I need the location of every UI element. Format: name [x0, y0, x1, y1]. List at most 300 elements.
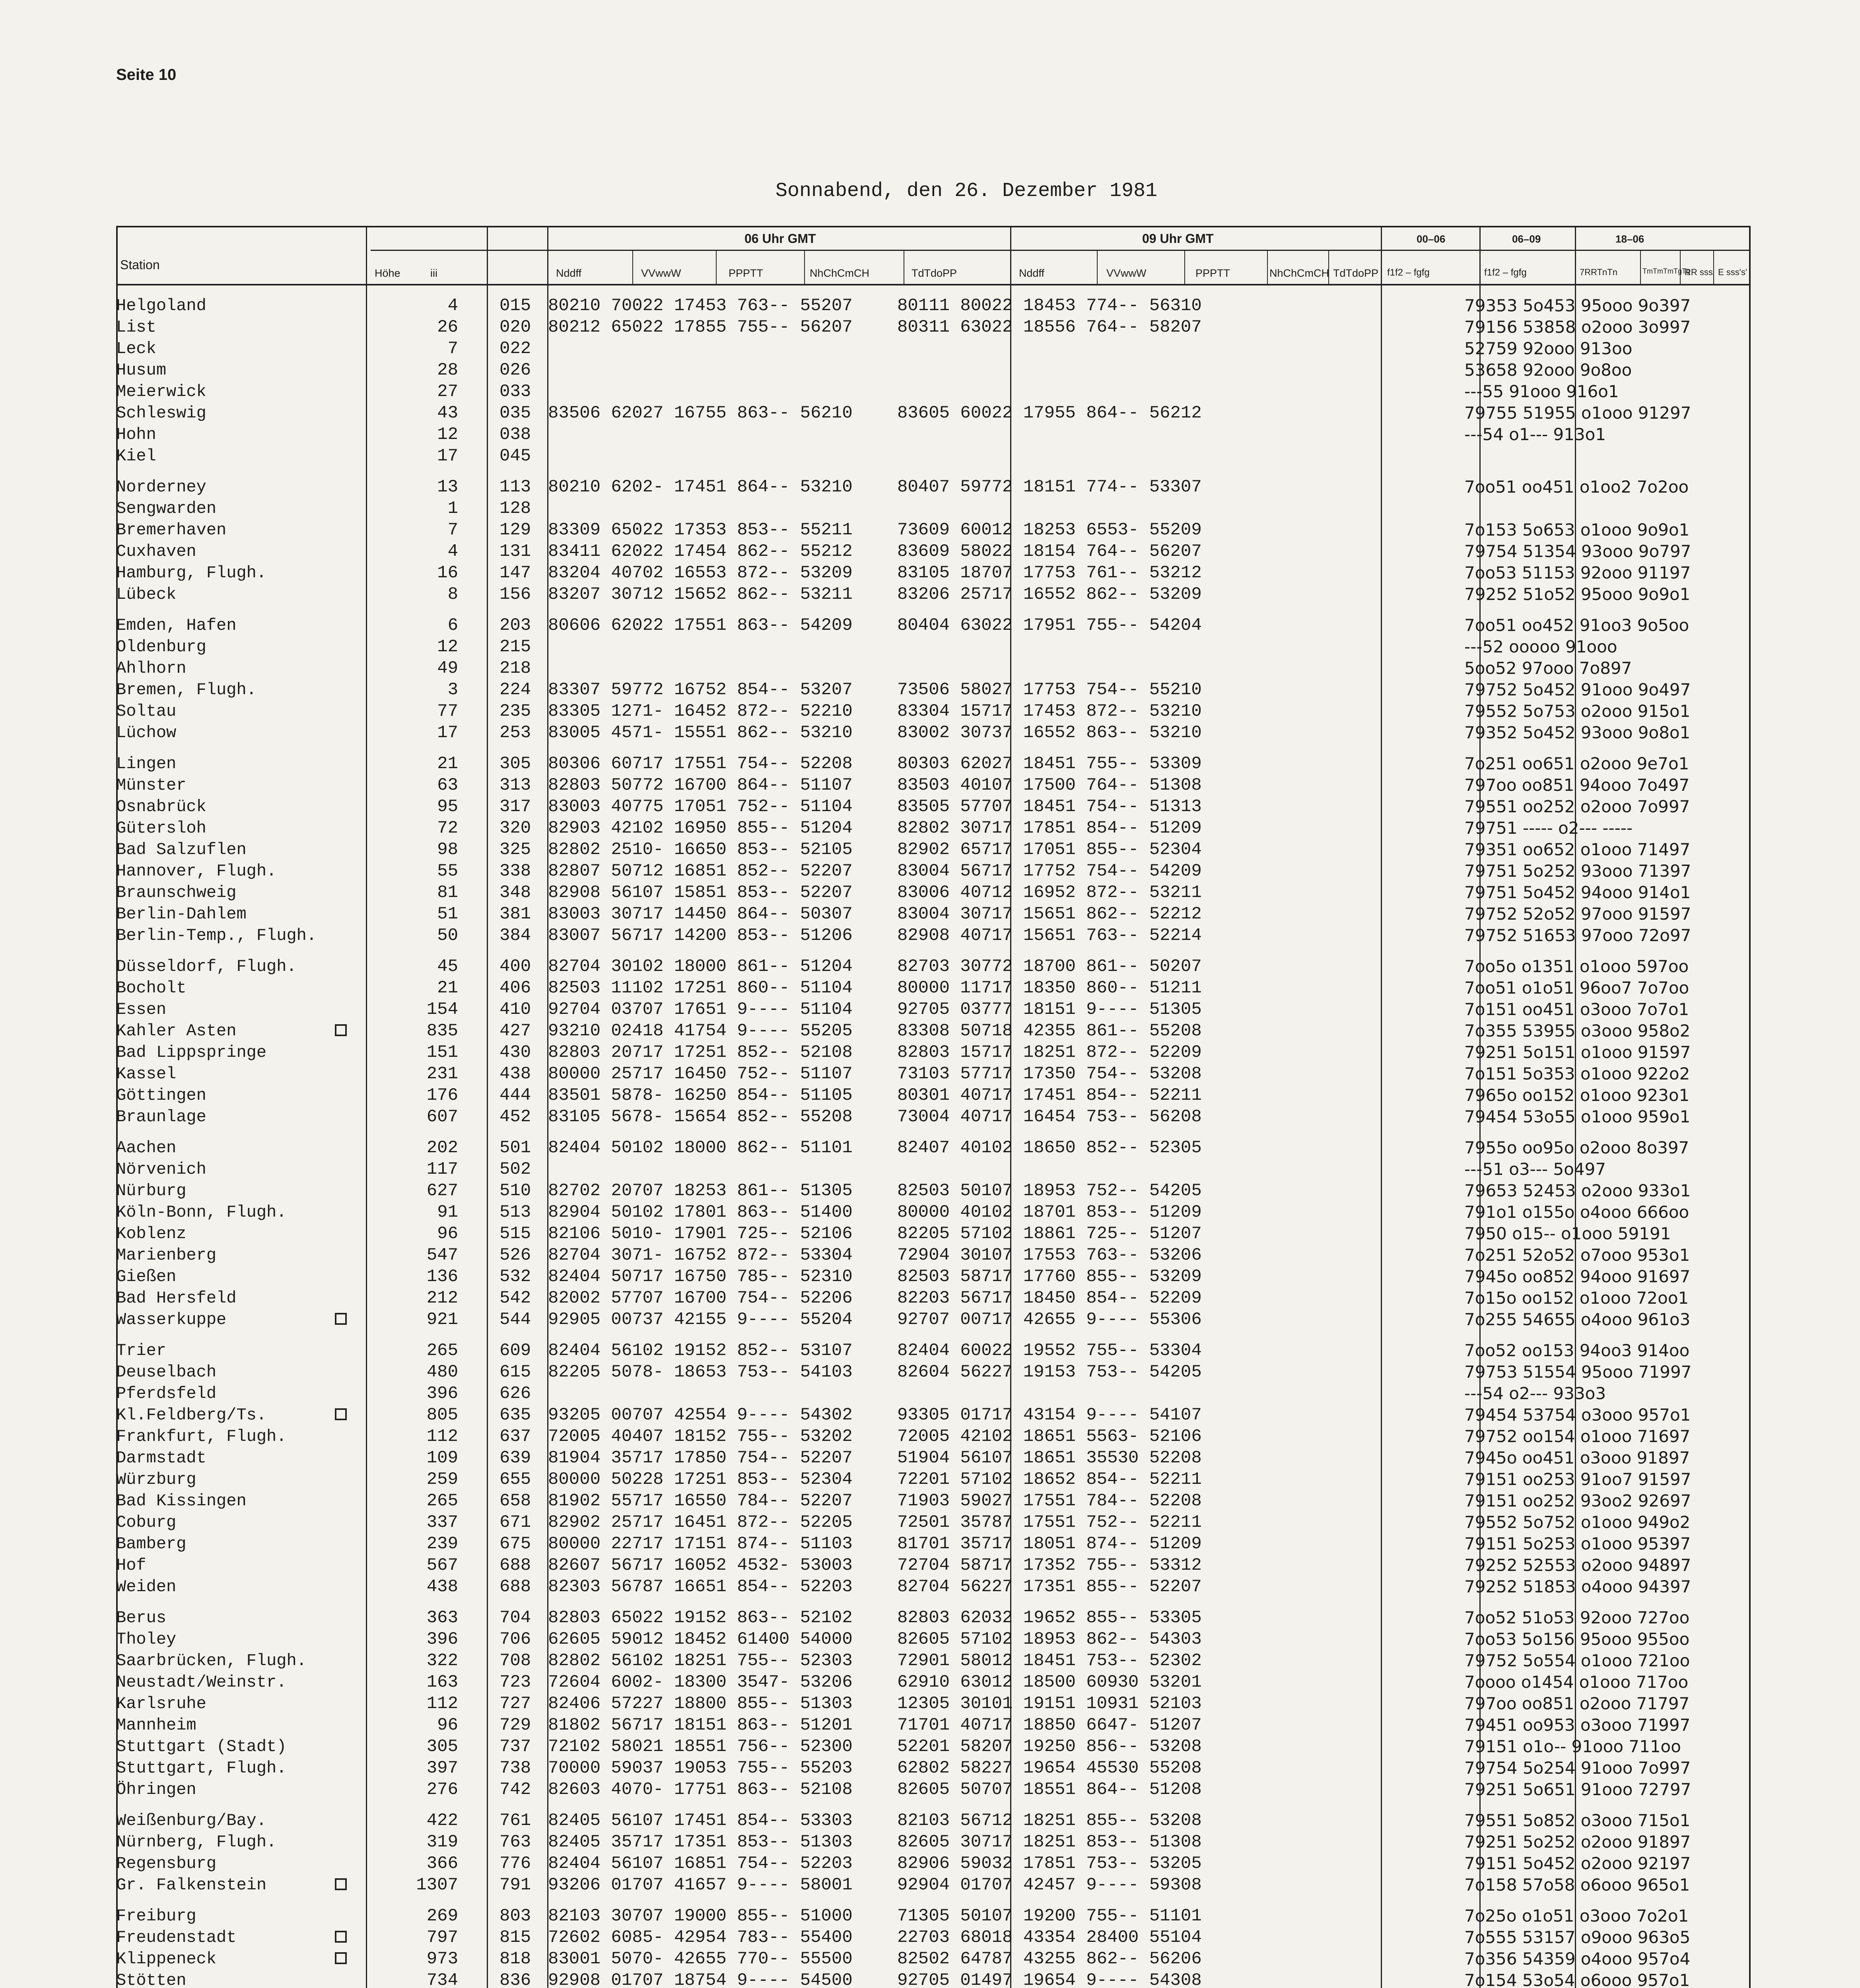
- header-hoehe: Höhe: [375, 267, 400, 279]
- obs-18-06: 79251 5o651 91ooo 72797: [1464, 1780, 1691, 1799]
- station-height: 13: [437, 477, 458, 497]
- header-1806-tmtm: TmTmTmTgTg: [1642, 267, 1690, 275]
- obs-09-utc: 73609 60012 18253 6553- 55209: [897, 520, 1202, 540]
- station-name: Berlin-Temp., Flugh.: [116, 926, 317, 945]
- station-index: 737: [499, 1737, 531, 1757]
- obs-06-utc: 82405 56107 17451 854-- 53303: [548, 1811, 853, 1831]
- obs-18-06: 79754 5o254 91ooo 7o997: [1464, 1758, 1691, 1778]
- header-group-06: 06 Uhr GMT: [744, 231, 816, 246]
- station-index: 129: [499, 520, 531, 540]
- station-height: 43: [437, 403, 458, 423]
- station-index: 738: [499, 1758, 531, 1778]
- obs-06-utc: 83204 40702 16553 872-- 53209: [548, 563, 853, 583]
- station-index: 320: [499, 818, 531, 838]
- station-name: Bad Hersfeld: [116, 1289, 237, 1308]
- obs-06-utc: 70000 59037 19053 755-- 55203: [548, 1758, 853, 1778]
- station-height: 45: [437, 957, 458, 977]
- station-height: 366: [426, 1854, 458, 1873]
- obs-18-06: 7oooo o1454 o1ooo 717oo: [1464, 1672, 1689, 1692]
- obs-06-utc: 82807 50712 16851 852-- 52207: [548, 861, 853, 881]
- station-index: 727: [499, 1694, 531, 1714]
- station-index: 742: [499, 1780, 531, 1800]
- station-name: Bad Lippspringe: [116, 1043, 267, 1062]
- obs-18-06: 79752 oo154 o1ooo 71697: [1464, 1427, 1691, 1446]
- obs-06-utc: 72005 40407 18152 755-- 53202: [548, 1427, 853, 1446]
- station-index: 637: [499, 1427, 531, 1446]
- station-index: 325: [499, 840, 531, 860]
- obs-18-06: ---52 ooooo 91ooo: [1464, 637, 1617, 656]
- obs-06-utc: 80306 60717 17551 754-- 52208: [548, 754, 853, 774]
- obs-09-utc: 82704 56227 17351 855-- 52207: [897, 1577, 1202, 1597]
- station-index: 704: [499, 1608, 531, 1628]
- station-height: 567: [426, 1555, 458, 1575]
- header-0609-f1f2: f1f2 – fgfg: [1484, 267, 1527, 278]
- station-index: 729: [499, 1715, 531, 1735]
- station-name: Braunschweig: [116, 883, 237, 902]
- obs-09-utc: 72904 30107 17553 763-- 53206: [897, 1245, 1202, 1265]
- station-height: 973: [426, 1949, 458, 1969]
- station-name: Lübeck: [116, 585, 177, 604]
- obs-06-utc: 82404 56102 19152 852-- 53107: [548, 1341, 853, 1361]
- station-index: 430: [499, 1043, 531, 1062]
- obs-06-utc: 83501 5878- 16250 854-- 51105: [548, 1085, 853, 1105]
- obs-09-utc: 82605 30717 18251 853-- 51308: [897, 1832, 1202, 1852]
- obs-09-utc: 73103 57717 17350 754-- 53208: [897, 1064, 1202, 1084]
- station-name: Freiburg: [116, 1906, 196, 1926]
- obs-18-06: 53658 92ooo 9o8oo: [1464, 360, 1632, 380]
- station-name: Münster: [116, 776, 187, 795]
- obs-09-utc: 82205 57102 18861 725-- 51207: [897, 1224, 1202, 1244]
- obs-18-06: 7o154 53o54 o6ooo 957o1: [1464, 1971, 1690, 1988]
- station-name: Ahlhorn: [116, 659, 187, 678]
- obs-09-utc: 72704 58717 17352 755-- 53312: [897, 1555, 1202, 1575]
- obs-06-utc: 82704 3071- 16752 872-- 53304: [548, 1245, 853, 1265]
- station-name: Bocholt: [116, 978, 187, 998]
- header-09-tdtdopp: TdTdoPP: [1333, 267, 1379, 279]
- station-index: 626: [499, 1384, 531, 1404]
- obs-18-06: 7950 o15-- o1ooo 59191: [1464, 1224, 1671, 1243]
- subrule: [804, 250, 805, 285]
- station-name: Koblenz: [116, 1224, 187, 1243]
- station-name: Essen: [116, 1000, 167, 1019]
- obs-18-06: 79754 51354 93ooo 9o797: [1464, 542, 1691, 561]
- station-height: 109: [426, 1448, 458, 1468]
- station-name: List: [116, 318, 156, 337]
- obs-06-utc: 72602 6085- 42954 783-- 55400: [548, 1928, 853, 1947]
- obs-18-06: 79451 oo953 o3ooo 71997: [1464, 1715, 1691, 1735]
- obs-18-06: 7965o oo152 o1ooo 923o1: [1464, 1085, 1690, 1105]
- header-iii: iii: [430, 267, 437, 279]
- station-index: 836: [499, 1971, 531, 1988]
- obs-09-utc: 83505 57707 18451 754-- 51313: [897, 797, 1202, 817]
- station-name: Trier: [116, 1341, 167, 1360]
- station-name: Nörvenich: [116, 1160, 206, 1179]
- station-height: 337: [426, 1512, 458, 1532]
- obs-06-utc: 80000 25717 16450 752-- 51107: [548, 1064, 853, 1084]
- obs-09-utc: 82803 15717 18251 872-- 52209: [897, 1043, 1202, 1062]
- station-index: 526: [499, 1245, 531, 1265]
- obs-06-utc: 83105 5678- 15654 852-- 55208: [548, 1107, 853, 1127]
- station-index: 706: [499, 1629, 531, 1649]
- obs-09-utc: 72005 42102 18651 5563- 52106: [897, 1427, 1202, 1446]
- station-index: 026: [499, 360, 531, 380]
- station-height: 422: [426, 1811, 458, 1831]
- header-06-nddff: Nddff: [556, 267, 582, 279]
- obs-18-06: 79552 5o752 o1ooo 949o2: [1464, 1512, 1691, 1532]
- obs-18-06: 52759 92ooo 913oo: [1464, 339, 1633, 358]
- station-name: Hof: [116, 1556, 146, 1575]
- station-height: 396: [426, 1384, 458, 1404]
- station-index: 776: [499, 1854, 531, 1873]
- obs-06-utc: 92704 03707 17651 9---- 51104: [548, 1000, 853, 1019]
- obs-06-utc: 82405 35717 17351 853-- 51303: [548, 1832, 853, 1852]
- obs-09-utc: 83206 25717 16552 862-- 53209: [897, 584, 1202, 604]
- station-name: Bad Salzuflen: [116, 840, 247, 859]
- station-name: Leck: [116, 339, 156, 358]
- obs-09-utc: 81701 35717 18051 874-- 51209: [897, 1534, 1202, 1554]
- obs-18-06: 79552 5o753 o2ooo 915o1: [1464, 701, 1691, 721]
- obs-09-utc: 83605 60022 17955 864-- 56212: [897, 403, 1202, 423]
- station-name: Weißenburg/Bay.: [116, 1811, 267, 1830]
- subrule: [1267, 250, 1268, 285]
- obs-18-06: 79151 5o452 o2ooo 92197: [1464, 1854, 1691, 1873]
- station-height: 63: [437, 775, 458, 795]
- station-index: 218: [499, 658, 531, 678]
- station-index: 544: [499, 1310, 531, 1330]
- obs-18-06: 5oo52 97ooo 7o897: [1464, 658, 1632, 678]
- obs-18-06: 797oo oo851 94ooo 7o497: [1464, 775, 1690, 795]
- obs-06-utc: 83001 5070- 42655 770-- 55500: [548, 1949, 853, 1969]
- station-height: 7: [447, 339, 458, 359]
- station-height: 17: [437, 446, 458, 466]
- obs-06-utc: 82904 50102 17801 863-- 51400: [548, 1202, 853, 1222]
- station-height: 3: [447, 680, 458, 700]
- obs-06-utc: 82404 50102 18000 862-- 51101: [548, 1138, 853, 1158]
- date-heading: Sonnabend, den 26. Dezember 1981: [775, 180, 1158, 202]
- obs-06-utc: 93205 00707 42554 9---- 54302: [548, 1405, 853, 1425]
- header-1806-rrtntn: 7RRTnTn: [1580, 267, 1617, 277]
- obs-09-utc: 72901 58012 18451 753-- 52302: [897, 1651, 1202, 1671]
- station-name: Gießen: [116, 1267, 177, 1286]
- station-height: 154: [426, 1000, 458, 1019]
- station-height: 96: [437, 1224, 458, 1244]
- station-name: Hannover, Flugh.: [116, 862, 277, 881]
- station-index: 224: [499, 680, 531, 700]
- station-height: 276: [426, 1780, 458, 1800]
- obs-06-utc: 82903 42102 16950 855-- 51204: [548, 818, 853, 838]
- station-name: Lüchow: [116, 723, 177, 742]
- station-index: 515: [499, 1224, 531, 1244]
- obs-06-utc: 82803 50772 16700 864-- 51107: [548, 775, 853, 795]
- station-index: 113: [499, 477, 531, 497]
- station-index: 156: [499, 584, 531, 604]
- station-name: Norderney: [116, 478, 206, 497]
- obs-09-utc: 83304 15717 17453 872-- 53210: [897, 701, 1202, 721]
- station-index: 501: [499, 1138, 531, 1158]
- obs-09-utc: 71701 40717 18850 6647- 51207: [897, 1715, 1202, 1735]
- obs-18-06: 7o555 53157 o9ooo 963o5: [1464, 1928, 1691, 1947]
- obs-06-utc: 82802 56102 18251 755-- 52303: [548, 1651, 853, 1671]
- obs-09-utc: 51904 56107 18651 35530 52208: [897, 1448, 1202, 1468]
- station-name: Aachen: [116, 1138, 177, 1157]
- obs-09-utc: 92705 03777 18151 9---- 51305: [897, 1000, 1202, 1019]
- station-index: 015: [499, 296, 531, 316]
- station-height: 8: [447, 584, 458, 604]
- station-height: 397: [426, 1758, 458, 1778]
- obs-18-06: 7oo52 51o53 92ooo 727oo: [1464, 1608, 1690, 1627]
- obs-18-06: 79151 5o253 o1ooo 95397: [1464, 1534, 1691, 1553]
- obs-09-utc: 80311 63022 18556 764-- 58207: [897, 317, 1202, 337]
- obs-09-utc: 83609 58022 18154 764-- 56207: [897, 542, 1202, 561]
- station-index: 020: [499, 317, 531, 337]
- station-index: 513: [499, 1202, 531, 1222]
- obs-18-06: 79755 51955 o1ooo 91297: [1464, 403, 1691, 423]
- station-height: 239: [426, 1534, 458, 1554]
- obs-18-06: 7o255 54655 o4ooo 961o3: [1464, 1310, 1691, 1329]
- station-name: Deuselbach: [116, 1363, 217, 1382]
- station-index: 427: [499, 1021, 531, 1041]
- station-height: 627: [426, 1181, 458, 1201]
- station-name: Kassel: [116, 1064, 177, 1083]
- station-height: 6: [447, 615, 458, 635]
- obs-18-06: 79653 52453 o2ooo 933o1: [1464, 1181, 1691, 1200]
- station-index: 803: [499, 1906, 531, 1926]
- station-index: 313: [499, 775, 531, 795]
- obs-09-utc: 83308 50718 42355 861-- 55208: [897, 1021, 1202, 1041]
- station-index: 532: [499, 1267, 531, 1287]
- obs-06-utc: 82406 57227 18800 855-- 51303: [548, 1694, 853, 1714]
- station-index: 763: [499, 1832, 531, 1852]
- obs-18-06: 79752 52o52 97ooo 91597: [1464, 904, 1691, 924]
- station-height: 27: [437, 382, 458, 402]
- obs-18-06: 79454 53754 o3ooo 957o1: [1464, 1405, 1691, 1425]
- station-height: 4: [447, 296, 458, 316]
- station-name: Kiel: [116, 447, 156, 466]
- obs-06-utc: 72604 6002- 18300 3547- 53206: [548, 1672, 853, 1692]
- obs-18-06: 7o153 5o653 o1ooo 9o9o1: [1464, 520, 1690, 540]
- obs-06-utc: 82607 56717 16052 4532- 53003: [548, 1555, 853, 1575]
- station-index: 502: [499, 1159, 531, 1179]
- obs-06-utc: 82103 30707 19000 855-- 51000: [548, 1906, 853, 1926]
- obs-18-06: 7o151 5o353 o1ooo 922o2: [1464, 1064, 1690, 1083]
- station-height: 438: [426, 1577, 458, 1597]
- header-0006-f1f2: f1f2 – fgfg: [1387, 267, 1430, 278]
- station-index: 438: [499, 1064, 531, 1084]
- station-name: Regensburg: [116, 1854, 217, 1873]
- station-name: Darmstadt: [116, 1448, 206, 1468]
- obs-09-utc: 82503 50107 18953 752-- 54205: [897, 1181, 1202, 1201]
- station-height: 12: [437, 637, 458, 657]
- station-height: 176: [426, 1085, 458, 1105]
- station-index: 815: [499, 1928, 531, 1947]
- station-height: 797: [426, 1928, 458, 1947]
- g09-col-rule: [1381, 226, 1382, 1988]
- station-height: 1307: [416, 1875, 458, 1895]
- header-06-ppptt: PPPTT: [729, 267, 764, 279]
- station-index: 658: [499, 1491, 531, 1511]
- subrule: [632, 250, 633, 285]
- station-name: Emden, Hafen: [116, 616, 237, 635]
- obs-18-06: 7oo53 51153 92ooo 91197: [1464, 563, 1691, 582]
- header-group-09: 09 Uhr GMT: [1142, 231, 1214, 246]
- station-name: Karlsruhe: [116, 1694, 206, 1713]
- header-bottom-rule: [116, 284, 1751, 285]
- station-height: 921: [426, 1310, 458, 1330]
- obs-18-06: 7o251 52o52 o7ooo 953o1: [1464, 1245, 1690, 1265]
- station-index: 035: [499, 403, 531, 423]
- obs-18-06: 7oo52 oo153 94oo3 914oo: [1464, 1341, 1690, 1360]
- hoehe-col-rule: [487, 226, 488, 1988]
- obs-18-06: 79252 51853 o4ooo 94397: [1464, 1577, 1691, 1596]
- obs-18-06: 79151 oo252 93oo2 92697: [1464, 1491, 1691, 1510]
- obs-18-06: ---55 91ooo 916o1: [1464, 382, 1619, 401]
- station-index: 510: [499, 1181, 531, 1201]
- open-square-marker: [335, 1952, 347, 1964]
- station-name: Neustadt/Weinstr.: [116, 1673, 287, 1692]
- station-height: 91: [437, 1202, 458, 1222]
- obs-09-utc: 80111 80022 18453 774-- 56310: [897, 296, 1202, 316]
- station-index: 235: [499, 701, 531, 721]
- station-height: 112: [426, 1427, 458, 1446]
- obs-06-utc: 82404 50717 16750 785-- 52310: [548, 1267, 853, 1287]
- obs-06-utc: 83506 62027 16755 863-- 56210: [548, 403, 853, 423]
- obs-06-utc: 82803 65022 19152 863-- 52102: [548, 1608, 853, 1628]
- station-name: Pferdsfeld: [116, 1384, 217, 1403]
- station-name: Soltau: [116, 702, 177, 721]
- obs-18-06: 7o158 57o58 o6ooo 965o1: [1464, 1875, 1690, 1895]
- obs-18-06: 79156 53858 o2ooo 3o997: [1464, 317, 1691, 337]
- obs-09-utc: 80407 59772 18151 774-- 53307: [897, 477, 1202, 497]
- obs-06-utc: 83307 59772 16752 854-- 53207: [548, 680, 853, 700]
- obs-18-06: 7oo51 o1o51 96oo7 7o7oo: [1464, 978, 1689, 998]
- obs-18-06: ---51 o3--- 5o497: [1464, 1159, 1606, 1179]
- station-name: Berus: [116, 1608, 167, 1627]
- station-name: Hohn: [116, 425, 156, 444]
- obs-06-utc: 82702 20707 18253 861-- 51305: [548, 1181, 853, 1201]
- station-index: 147: [499, 563, 531, 583]
- header-06-tdtdopp: TdTdoPP: [912, 267, 957, 279]
- station-height: 163: [426, 1672, 458, 1692]
- station-name: Kl.Feldberg/Ts.: [116, 1406, 267, 1425]
- station-height: 7: [447, 520, 458, 540]
- header-mid-rule: [371, 250, 1751, 251]
- station-name: Nürburg: [116, 1181, 187, 1200]
- station-name: Wasserkuppe: [116, 1310, 227, 1329]
- station-index: 400: [499, 957, 531, 977]
- station-height: 1: [447, 499, 458, 518]
- obs-06-utc: 82106 5010- 17901 725-- 52106: [548, 1224, 853, 1244]
- station-index: 675: [499, 1534, 531, 1554]
- station-height: 26: [437, 317, 458, 337]
- station-height: 363: [426, 1608, 458, 1628]
- obs-09-utc: 82502 64787 43255 862-- 56206: [897, 1949, 1202, 1969]
- station-index: 384: [499, 926, 531, 945]
- page-number: Seite 10: [116, 66, 177, 83]
- obs-09-utc: 93305 01717 43154 9---- 54107: [897, 1405, 1202, 1425]
- obs-06-utc: 82503 11102 17251 860-- 51104: [548, 978, 853, 998]
- station-index: 410: [499, 1000, 531, 1019]
- station-height: 50: [437, 926, 458, 945]
- header-09-nhchcmch: NhChCmCH: [1269, 267, 1329, 279]
- station-name: Mannheim: [116, 1716, 196, 1735]
- station-height: 547: [426, 1245, 458, 1265]
- station-index: 338: [499, 861, 531, 881]
- obs-18-06: 79551 oo252 o2ooo 7o997: [1464, 797, 1690, 816]
- obs-06-utc: 82303 56787 16651 854-- 52203: [548, 1577, 853, 1597]
- station-name: Gr. Falkenstein: [116, 1875, 267, 1895]
- station-index: 542: [499, 1288, 531, 1308]
- header-09-vvwww: VVwwW: [1106, 267, 1147, 279]
- obs-18-06: 79752 5o554 o1ooo 721oo: [1464, 1651, 1690, 1670]
- obs-06-utc: 72102 58021 18551 756-- 52300: [548, 1737, 853, 1757]
- obs-09-utc: 83002 30737 16552 863-- 53210: [897, 723, 1202, 743]
- obs-18-06: 791o1 o155o o4ooo 666oo: [1464, 1202, 1689, 1222]
- obs-18-06: 79752 5o452 91ooo 9o497: [1464, 680, 1691, 699]
- obs-09-utc: 62802 58227 19654 45530 55208: [897, 1758, 1202, 1778]
- obs-18-06: 79251 5o252 o2ooo 91897: [1464, 1832, 1691, 1852]
- station-height: 151: [426, 1043, 458, 1062]
- obs-18-06: 7o151 oo451 o3ooo 7o7o1: [1464, 1000, 1689, 1019]
- open-square-marker: [335, 1024, 347, 1036]
- obs-18-06: 7o356 54359 o4ooo 957o4: [1464, 1949, 1691, 1969]
- obs-06-utc: 81904 35717 17850 754-- 52207: [548, 1448, 853, 1468]
- station-index: 761: [499, 1811, 531, 1831]
- obs-09-utc: 72501 35787 17551 752-- 52211: [897, 1512, 1202, 1532]
- station-index: 305: [499, 754, 531, 774]
- station-name: Lingen: [116, 754, 177, 773]
- obs-06-utc: 80000 50228 17251 853-- 52304: [548, 1470, 853, 1489]
- station-name: Marienberg: [116, 1246, 217, 1265]
- station-name: Düsseldorf, Flugh.: [116, 957, 297, 976]
- station-index: 708: [499, 1651, 531, 1671]
- obs-18-06: 79551 5o852 o3ooo 715o1: [1464, 1811, 1691, 1830]
- station-height: 136: [426, 1267, 458, 1287]
- station-height: 49: [437, 658, 458, 678]
- station-height: 16: [437, 563, 458, 583]
- station-name: Klippeneck: [116, 1949, 217, 1969]
- station-name: Kahler Asten: [116, 1021, 237, 1041]
- obs-06-utc: 82802 2510- 16650 853-- 52105: [548, 840, 853, 860]
- obs-18-06: 7o251 oo651 o2ooo 9e7o1: [1464, 754, 1689, 773]
- obs-18-06: 7945o oo852 94ooo 91697: [1464, 1267, 1691, 1286]
- header-06-nhchcmch: NhChCmCH: [810, 267, 870, 279]
- station-index: 671: [499, 1512, 531, 1532]
- obs-18-06: ---54 o2--- 933o3: [1464, 1384, 1606, 1403]
- obs-06-utc: 93206 01707 41657 9---- 58001: [548, 1875, 853, 1895]
- obs-06-utc: 93210 02418 41754 9---- 55205: [548, 1021, 853, 1041]
- station-index: 444: [499, 1085, 531, 1105]
- obs-18-06: ---54 o1--- 913o1: [1464, 425, 1606, 444]
- station-name: Weiden: [116, 1577, 177, 1596]
- subrule: [1184, 250, 1185, 285]
- obs-18-06: 79454 53o55 o1ooo 959o1: [1464, 1107, 1691, 1126]
- station-index: 406: [499, 978, 531, 998]
- obs-09-utc: 82908 40717 15651 763-- 52214: [897, 926, 1202, 945]
- obs-09-utc: 73506 58027 17753 754-- 55210: [897, 680, 1202, 700]
- station-name: Husum: [116, 361, 167, 380]
- obs-18-06: 79752 51653 97ooo 72o97: [1464, 926, 1691, 945]
- header-1806-rrsss: RR sss: [1685, 267, 1713, 277]
- obs-09-utc: 80301 40717 17451 854-- 52211: [897, 1085, 1202, 1105]
- obs-18-06: 7oo5o o1351 o1ooo 597oo: [1464, 957, 1689, 976]
- header-station: Station: [120, 258, 160, 272]
- station-height: 112: [426, 1694, 458, 1714]
- weather-table: [116, 226, 1751, 1988]
- obs-09-utc: 22703 68018 43354 28400 55104: [897, 1928, 1202, 1947]
- station-name: Schleswig: [116, 404, 206, 423]
- station-name: Sengwarden: [116, 499, 217, 518]
- obs-18-06: 7o15o oo152 o1ooo 72oo1: [1464, 1288, 1689, 1308]
